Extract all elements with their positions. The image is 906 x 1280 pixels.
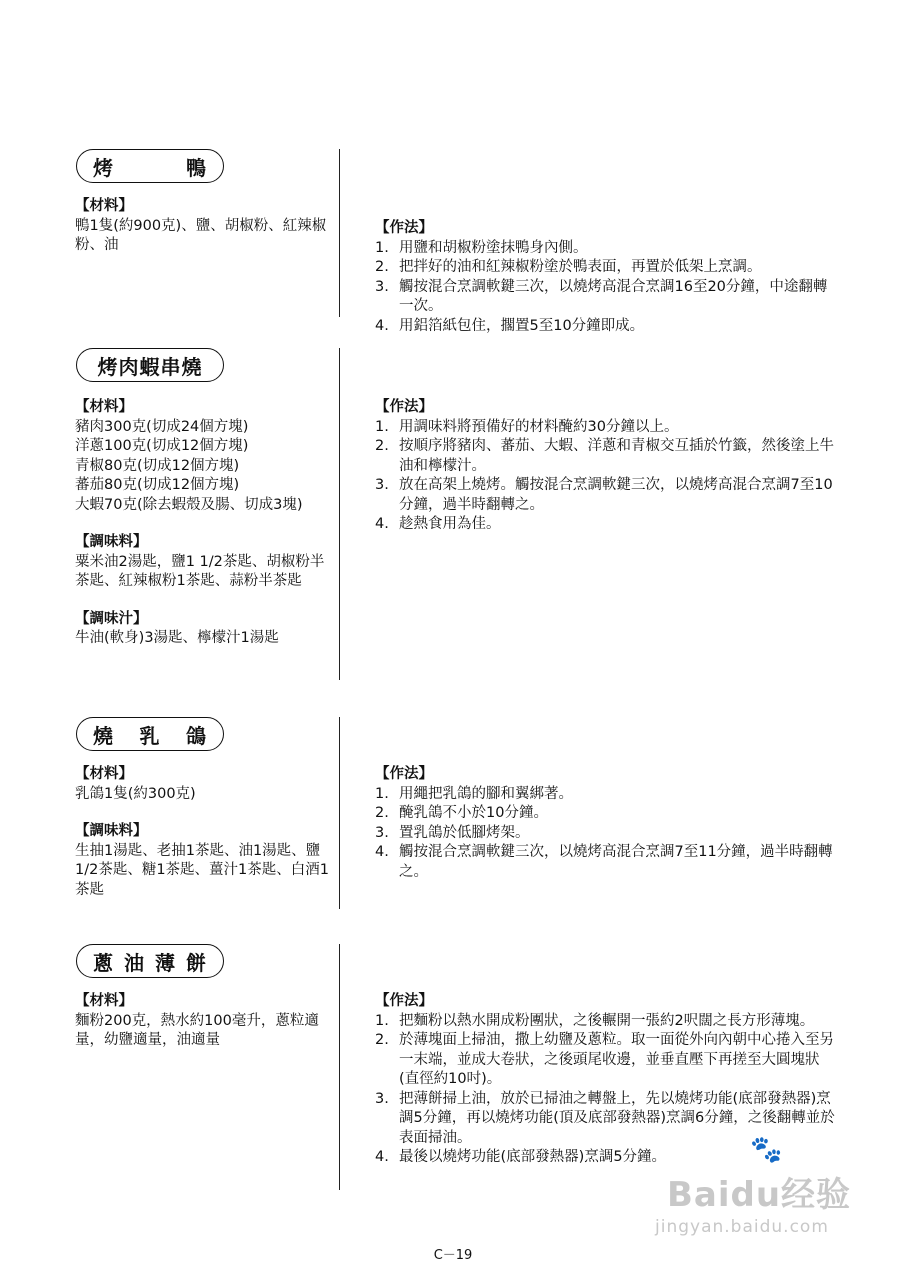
sauce-text: 牛油(軟身)3湯匙、檸檬汁1湯匙 — [75, 630, 279, 646]
ingredients-column — [75, 992, 337, 1051]
step-text: 把薄餅掃上油，放於已掃油之轉盤上，先以燒烤功能(底部發熱器)烹調5分鐘，再以燒烤功能(頂及底部發熱器)烹調6分鐘，之後翻轉並於表面掃油。 — [399, 1090, 835, 1146]
step-text: 置乳鴿於低腳烤架。 — [399, 824, 530, 841]
method-step — [375, 258, 835, 278]
method-step — [375, 515, 835, 535]
title-char: 薄 — [155, 950, 176, 975]
column-divider — [339, 717, 340, 909]
method-column — [375, 219, 835, 336]
method-step — [375, 418, 835, 438]
column-divider — [339, 348, 340, 680]
method-step — [375, 1148, 835, 1168]
paw-icon: 🐾 — [750, 1135, 783, 1165]
materials-text: 鴨1隻(約900克)、鹽、胡椒粉、紅辣椒粉、油 — [75, 217, 327, 253]
method-heading: 【作法】 — [375, 399, 433, 415]
method-step — [375, 437, 835, 476]
step-text: 按順序將豬肉、蕃茄、大蝦、洋蔥和青椒交互插於竹籤，然後塗上牛油和檸檬汁。 — [399, 438, 834, 474]
step-number: 4. — [375, 317, 389, 334]
materials-heading: 【材料】 — [75, 993, 133, 1009]
recipe-title — [76, 944, 224, 978]
step-number: 3. — [375, 824, 389, 841]
materials-text: 乳鴿1隻(約300克) — [75, 785, 196, 802]
method-step — [375, 824, 835, 844]
materials-heading: 【材料】 — [75, 766, 133, 782]
watermark-brand: Baidu经验 — [667, 1175, 852, 1215]
step-number: 4. — [375, 1149, 389, 1165]
recipe-title — [76, 717, 224, 751]
method-step — [375, 1090, 835, 1149]
step-text: 最後以燒烤功能(底部發熱器)烹調5分鐘。 — [399, 1149, 667, 1165]
material-line: 豬肉300克(切成24個方塊) — [75, 418, 249, 435]
step-text: 於薄塊面上掃油，撒上幼鹽及蔥粒。取一面從外向內朝中心捲入至另一末端，並成大卷狀，之後頭尾收邊，並垂直壓下再搓至大圓塊狀(直徑約10吋)。 — [399, 1032, 834, 1087]
page-number: C－19 — [433, 1248, 473, 1263]
step-text: 醃乳鴿不小於10分鐘。 — [399, 805, 548, 821]
title-char: 鴿 — [186, 723, 207, 748]
method-step — [375, 278, 835, 317]
materials-text: 麵粉200克，熱水約100毫升，蔥粒適量，幼鹽適量，油適量 — [75, 1012, 319, 1048]
material-line: 蕃茄80克(切成12個方塊) — [75, 477, 240, 493]
title-char: 烤 — [93, 155, 114, 180]
step-number: 2. — [375, 1032, 389, 1048]
step-number: 2. — [375, 805, 389, 821]
recipe-title: 烤肉蝦串燒 — [76, 348, 224, 382]
step-text: 放在高架上燒烤。觸按混合烹調軟鍵三次，以燒烤高混合烹調7至10分鐘，過半時翻轉之。 — [399, 477, 833, 513]
materials-heading: 【材料】 — [75, 198, 133, 214]
step-number: 3. — [375, 1090, 389, 1107]
seasoning-heading: 【調味料】 — [75, 534, 148, 550]
step-number: 2. — [375, 438, 389, 454]
watermark-url: jingyan.baidu.com — [655, 1217, 829, 1237]
step-number: 1. — [375, 239, 389, 256]
method-heading: 【作法】 — [375, 766, 433, 782]
step-number: 1. — [375, 785, 389, 802]
method-heading: 【作法】 — [375, 220, 433, 236]
material-line: 洋蔥100克(切成12個方塊) — [75, 438, 249, 454]
material-line: 大蝦70克(除去蝦殼及腸、切成3塊) — [75, 496, 303, 513]
method-step — [375, 843, 835, 882]
method-column — [375, 765, 835, 882]
step-text: 把麵粉以熱水開成粉團狀，之後輾開一張約2呎闊之長方形薄塊。 — [399, 1012, 815, 1029]
step-text: 把拌好的油和紅辣椒粉塗於鴨表面，再置於低架上烹調。 — [399, 259, 762, 275]
method-step — [375, 804, 835, 824]
step-text: 用繩把乳鴿的腳和翼綁著。 — [399, 785, 573, 802]
step-number: 3. — [375, 278, 389, 295]
title-char: 餅 — [186, 950, 207, 975]
materials-heading: 【材料】 — [75, 399, 133, 415]
step-number: 3. — [375, 477, 389, 493]
ingredients-column — [75, 398, 337, 667]
method-steps — [375, 785, 835, 883]
ingredients-column — [75, 197, 337, 256]
step-text: 觸按混合烹調軟鍵三次，以燒烤高混合烹調7至11分鐘，過半時翻轉之。 — [399, 844, 833, 880]
method-steps — [375, 1012, 835, 1168]
material-line: 青椒80克(切成12個方塊) — [75, 457, 240, 474]
method-step — [375, 476, 835, 515]
method-step — [375, 1012, 835, 1032]
seasoning-text: 粟米油2湯匙，鹽1 1/2茶匙、胡椒粉半茶匙、紅辣椒粉1茶匙、蒜粉半茶匙 — [75, 553, 325, 589]
column-divider — [339, 944, 340, 1190]
step-text: 用鋁箔紙包住，擱置5至10分鐘即成。 — [399, 317, 645, 334]
step-number: 4. — [375, 844, 389, 860]
step-number: 2. — [375, 259, 389, 275]
method-step — [375, 785, 835, 805]
step-text: 觸按混合烹調軟鍵三次，以燒烤高混合烹調16至20分鐘，中途翻轉一次。 — [399, 278, 828, 314]
step-number: 4. — [375, 516, 389, 532]
title-char: 燒 — [93, 723, 114, 748]
method-step — [375, 317, 835, 337]
step-text: 用調味料將預備好的材料醃約30分鐘以上。 — [399, 418, 679, 435]
seasoning-heading: 【調味料】 — [75, 823, 148, 839]
title-char: 蔥 — [93, 950, 114, 975]
step-text: 用鹽和胡椒粉塗抹鴨身內側。 — [399, 239, 588, 256]
method-steps — [375, 239, 835, 337]
title-char: 鴨 — [186, 155, 207, 180]
method-column — [375, 398, 835, 535]
ingredients-column — [75, 765, 337, 918]
step-text: 趁熱食用為佳。 — [399, 516, 501, 532]
method-steps — [375, 418, 835, 535]
title-char: 油 — [124, 950, 145, 975]
column-divider — [339, 149, 340, 317]
sauce-heading: 【調味汁】 — [75, 610, 148, 627]
step-number: 1. — [375, 418, 389, 435]
method-column — [375, 992, 835, 1168]
step-number: 1. — [375, 1012, 389, 1029]
method-heading: 【作法】 — [375, 993, 433, 1009]
method-step — [375, 1031, 835, 1090]
method-step — [375, 239, 835, 259]
title-char: 乳 — [139, 723, 161, 748]
recipe-title — [76, 149, 224, 183]
seasoning-text: 生抽1湯匙、老抽1茶匙、油1湯匙、鹽1/2茶匙、糖1茶匙、薑汁1茶匙、白酒1茶匙 — [75, 842, 330, 898]
